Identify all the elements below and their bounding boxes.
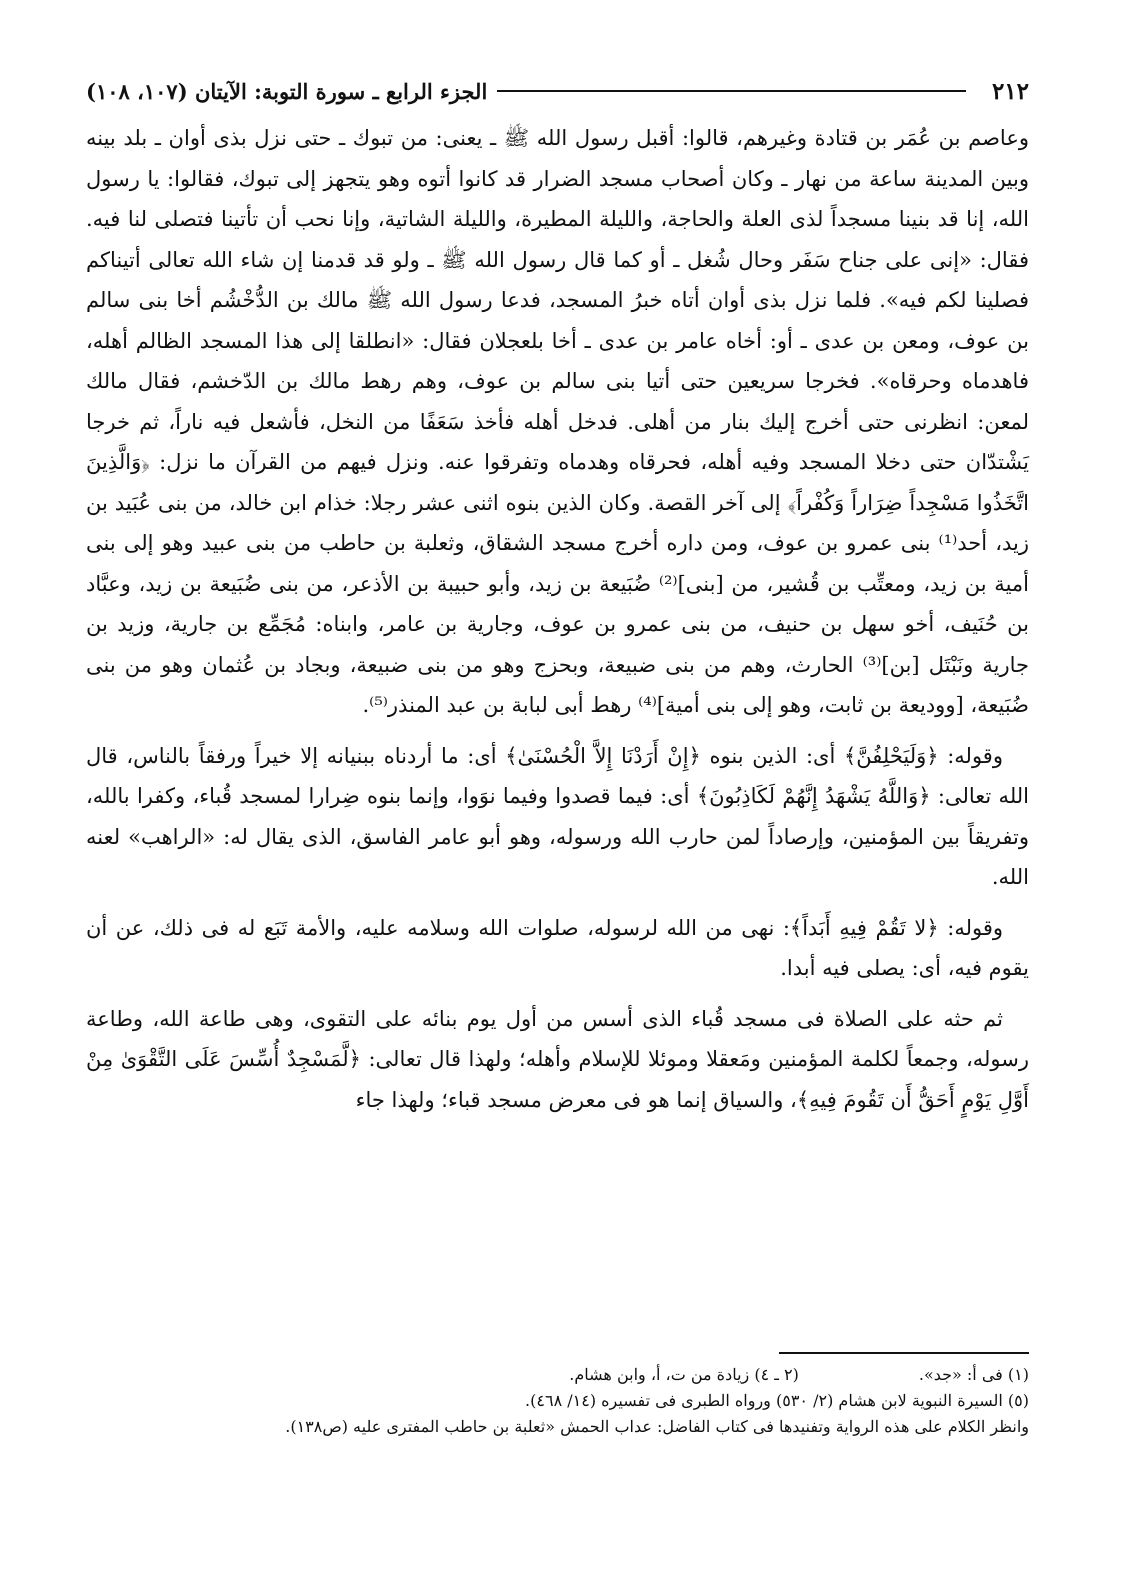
footnote-rule	[779, 1352, 1029, 1354]
paragraph-4: ثم حثه على الصلاة فى مسجد قُباء الذى أسس من أول يوم بنائه على التقوى، وهى طاعة الله، وطاعة رسوله، وجمعاً لكلمة المؤمنين ومَعقلا وموئلا للإسلام وأهله؛ ولهذا قال تعالى: ﴿لَّمَسْجِدٌ أُسِّسَ عَلَى التَّقْوَىٰ مِنْ أَوَّلِ يَوْمٍ أَحَقُّ أَن تَقُومَ فِيهِ﴾، والسياق إنما هو فى معرض مسجد قباء؛ ولهذا جاء	[86, 1006, 1029, 1112]
page-number: ٢١٢	[991, 77, 1029, 105]
footnotes	[86, 1362, 1029, 1440]
header-title: الجزء الرابع ـ سورة التوبة: الآيتان (١٠٧، ١٠٨)	[86, 78, 488, 104]
footnote-5: (٥) السيرة النبوية لابن هشام (٢/ ٥٣٠) ورواه الطبرى فى تفسيره (١٤/ ٤٦٨).	[525, 1391, 1029, 1410]
paragraph-1: وعاصم بن عُمَر بن قتادة وغيرهم، قالوا: أقبل رسول الله ﷺ ـ يعنى: من تبوك ـ حتى نزل بذى أوان ـ بلد بينه وبين المدينة ساعة من نهار ـ وكان أصحاب مسجد الضرار قد كانوا أتوه وهو يتجهز إلى تبوك، فقالوا: يا رسول الله، إنا قد بنينا مسجداً لذى العلة والحاجة، والليلة المطيرة، والليلة الشاتية، وإنا نحب أن تأتينا فتصلى لنا فيه. فقال: «إنى على جناح سَفَر وحال شُغل ـ أو كما قال رسول الله ﷺ ـ ولو قد قدمنا إن شاء الله تعالى أتيناكم فصلينا لكم فيه». فلما نزل بذى أوان أتاه خبرُ المسجد، فدعا رسول الله ﷺ مالك بن الدُّخْشُم أخا بنى سالم بن عوف، ومعن بن عدى ـ أو: أخاه عامر بن عدى ـ أخا بلعجلان فقال: «انطلقا إلى هذا المسجد الظالم أهله، فاهدماه وحرقاه». فخرجا سريعين حتى أتيا بنى سالم بن عوف، وهم رهط مالك بن الدّخشم، فقال مالك لمعن: انظرنى حتى أخرج إليك بنار من أهلى. فدخل أهله فأخذ سَعَفًا من النخل، فأشعل فيه ناراً، ثم خرجا يَشْتدّان حتى دخلا المسجد وفيه أهله، فحرقاه وهدماه وتفرقوا عنه. ونزل فيهم من القرآن ما نزل: ﴿وَالَّذِينَ اتَّخَذُوا مَسْجِداً ضِرَاراً وَكُفْراً﴾ إلى آخر القصة. وكان الذين بنوه اثنى عشر رجلا: خذام ابن خالد، من بنى عُبَيد بن زيد، أحد⁽¹⁾ بنى عمرو بن عوف، ومن داره أخرج مسجد الشقاق، وثعلبة بن حاطب من بنى عبيد وهو إلى بنى أمية بن زيد، ومعتِّب بن قُشير، من [بنى]⁽²⁾ ضُبَيعة بن زيد، وأبو حبيبة بن الأذعر، من بنى ضُبَيعة بن زيد، وعبَّاد بن حُنَيف، أخو سهل بن حنيف، من بنى عمرو بن عوف، وجارية بن عامر، وابناه: مُجَمِّع بن جارية، وزيد بن جارية ونَبْتَل [بن]⁽³⁾ الحارث، وهم من بنى ضبيعة، وبحزج وهو من بنى ضبيعة، وبجاد بن عُثمان وهو من بنى ضُبَيعة، [ووديعة بن ثابت، وهو إلى بنى أمية]⁽⁴⁾ رهط أبى لبابة بن عبد المنذر⁽⁵⁾.	[86, 126, 1030, 717]
main-text	[86, 118, 1029, 1130]
footnote-1: (١) فى أ: «جد».	[918, 1365, 1029, 1384]
footnote-2-4: (٢ ـ ٤) زيادة من ت، أ، وابن هشام.	[569, 1365, 799, 1384]
footnote-row	[86, 1362, 1029, 1388]
paragraph-2: وقوله: ﴿وَلَيَحْلِفُنَّ﴾ أى: الذين بنوه ﴿إِنْ أَرَدْنَا إِلاَّ الْحُسْنَىٰ﴾ أى: ما أردناه ببنيانه إلا خيراً ورفقاً بالناس، قال الله تعالى: ﴿وَاللَّهُ يَشْهَدُ إِنَّهُمْ لَكَاذِبُونَ﴾ أى: فيما قصدوا وفيما نوَوا، وإنما بنوه ضِرارا لمسجد قُباء، وكفرا بالله، وتفريقاً بين المؤمنين، وإرصاداً لمن حارب الله ورسوله، وهو أبو عامر الفاسق، الذى يقال له: «الراهب» لعنه الله.	[86, 743, 1029, 889]
header-rule	[497, 90, 966, 92]
footnote-note: وانظر الكلام على هذه الرواية وتفنيدها فى كتاب الفاضل: عداب الحمش «ثعلبة بن حاطب المفترى عليه (ص١٣٨).	[285, 1417, 1029, 1436]
paragraph-3: وقوله: ﴿لا تَقُمْ فِيهِ أَبَداً﴾: نهى من الله لرسوله، صلوات الله وسلامه عليه، والأمة تَبَع له فى ذلك، عن أن يقوم فيه، أى: يصلى فيه أبدا.	[86, 915, 1029, 980]
running-header	[86, 68, 1029, 114]
